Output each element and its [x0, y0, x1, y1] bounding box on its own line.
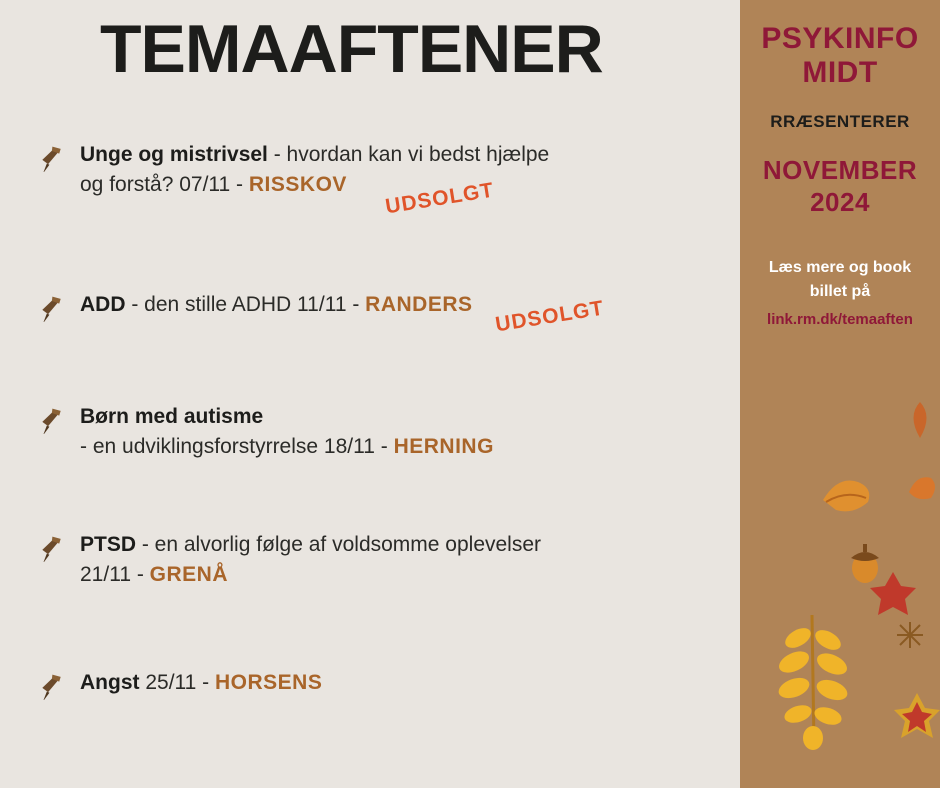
event-line-1	[80, 402, 494, 432]
event-title: Børn med autisme	[80, 405, 264, 428]
page-title: TEMAAFTENER	[100, 11, 603, 87]
event-place: HERNING	[393, 435, 494, 458]
event-text	[80, 530, 541, 590]
event-line-1	[80, 530, 541, 560]
presents-label: RRÆSENTERER	[770, 112, 910, 131]
poster-sidebar	[740, 0, 940, 788]
event-title: Angst	[80, 671, 140, 694]
year-label: 2024	[810, 187, 870, 217]
brand-line-1: PSYKINFO	[761, 22, 919, 55]
event-line-2	[80, 560, 541, 590]
event-line-1	[80, 668, 322, 698]
pushpin-icon	[36, 532, 70, 562]
event-text	[80, 290, 473, 320]
list-item	[30, 140, 550, 219]
event-line-1	[80, 290, 473, 320]
pushpin-icon	[36, 142, 70, 172]
status-badge: UDSOLGT	[493, 296, 606, 337]
list-item	[30, 530, 541, 590]
leaf-icon	[818, 470, 878, 520]
leaf-icon	[905, 400, 935, 445]
pushpin-icon	[36, 670, 70, 700]
event-place: RISSKOV	[248, 173, 347, 196]
event-desc-1: - den stille ADHD 11/11 -	[125, 293, 366, 316]
pushpin-icon	[36, 292, 70, 322]
pushpin-icon	[36, 404, 70, 434]
event-desc-2: og forstå? 07/11 -	[80, 173, 249, 196]
event-title: Unge og mistrivsel	[80, 143, 268, 166]
event-text	[80, 402, 494, 462]
event-title: PTSD	[80, 533, 137, 556]
event-desc-1: 25/11 -	[139, 671, 215, 694]
brand-name	[740, 22, 940, 90]
event-place: RANDERS	[365, 293, 473, 316]
list-item	[30, 668, 322, 698]
booking-line-2: billet på	[809, 283, 871, 300]
event-place: HORSENS	[215, 671, 323, 694]
month-label: NOVEMBER	[762, 155, 918, 185]
event-line-2	[80, 432, 494, 462]
month-year	[740, 154, 940, 218]
event-desc-1: - hvordan kan vi bedst hjælpe	[267, 143, 550, 166]
maple-leaf-icon	[890, 690, 940, 750]
fern-leaf-icon	[770, 610, 855, 755]
status-badge: UDSOLGT	[383, 178, 496, 219]
booking-info	[740, 256, 940, 332]
list-item	[30, 402, 494, 462]
event-line-1	[80, 140, 549, 170]
booking-link[interactable]: link.rm.dk/temaaften	[767, 311, 913, 328]
brand-line-2: MIDT	[802, 56, 878, 89]
event-place: GRENÅ	[149, 563, 228, 586]
star-anise-icon	[895, 620, 925, 655]
list-item	[30, 290, 606, 337]
booking-line-1: Læs mere og book	[768, 259, 912, 276]
leaf-icon	[905, 470, 940, 510]
event-desc-2: 21/11 -	[80, 563, 150, 586]
leaf-icon	[868, 570, 918, 625]
event-title: ADD	[80, 293, 126, 316]
event-desc-1: - en alvorlig følge af voldsomme oplevelser	[136, 533, 542, 556]
event-desc-2: - en udviklingsforstyrrelse 18/11 -	[80, 435, 394, 458]
event-text	[80, 668, 322, 698]
